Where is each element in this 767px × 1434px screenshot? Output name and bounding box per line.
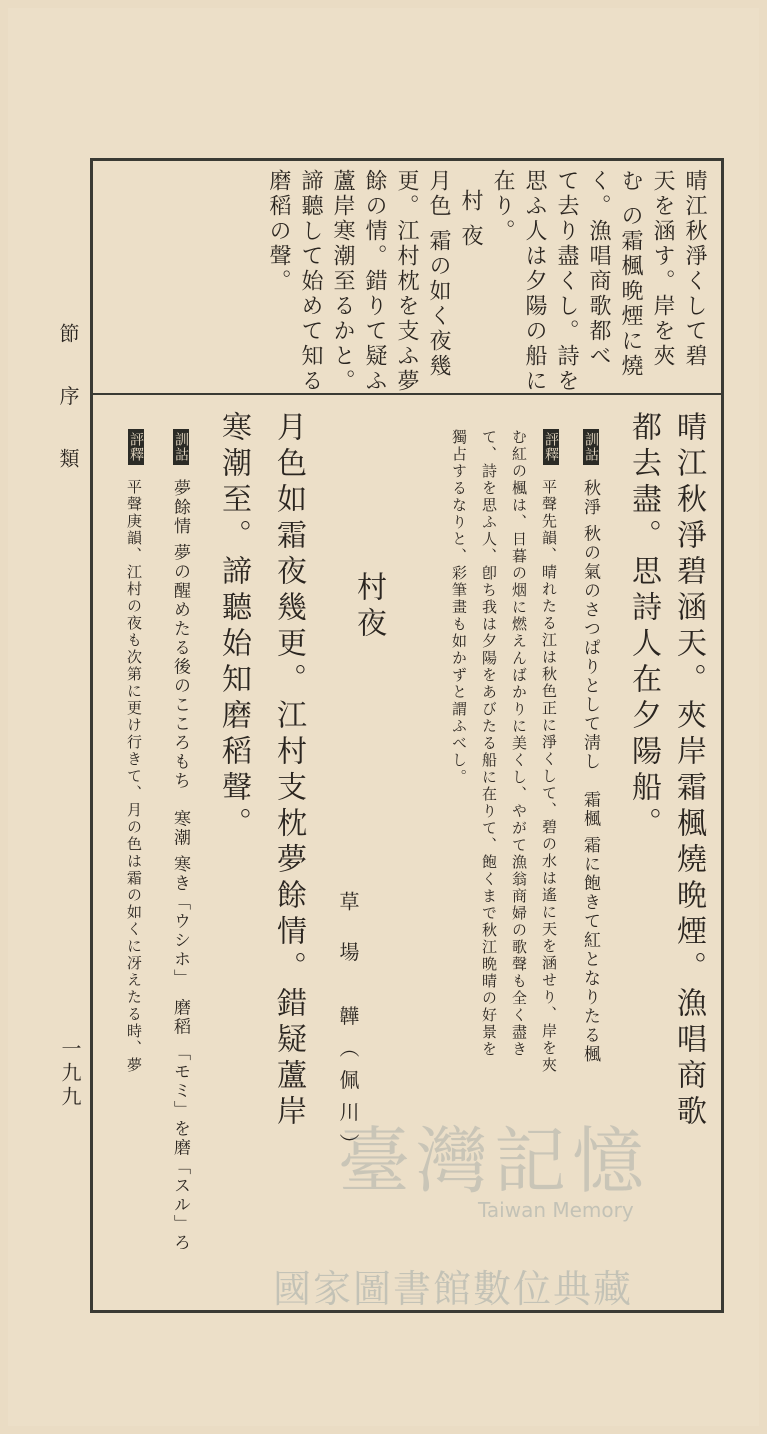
kunko-block xyxy=(173,429,189,471)
top-column: 天を涵す。岸を夾 xyxy=(650,169,675,369)
section-label: 節 序 類 xyxy=(56,323,80,486)
poem-line: 都去盡。思詩人在夕陽船。 xyxy=(626,411,661,843)
poem-line: 寒潮至。諦聽始知磨稻聲。 xyxy=(216,411,251,843)
hyoshaku-block xyxy=(128,429,144,471)
top-column: 村 夜 xyxy=(458,189,483,249)
top-column: 月色 霜の如く夜幾 xyxy=(426,169,451,379)
top-column: 磨稻の聲。 xyxy=(266,169,291,294)
top-column: て去り盡くし。詩を xyxy=(554,169,579,394)
kunko-label: 訓詁 xyxy=(583,429,599,465)
hyoshaku-line: て、詩を思ふ人、卽ち我は夕陽をあびたる船に在りて、飽くまで秋江晩晴の好景を xyxy=(480,429,498,1058)
hyoshaku-line: 平聲先韻、晴れたる江は秋色正に淨くして、碧の水は遙に天を涵せり、岸を夾 xyxy=(540,479,558,1074)
top-column: 在り。 xyxy=(490,169,515,244)
poem-line: 晴江秋淨碧涵天。夾岸霜楓燒晩煙。漁唱商歌 xyxy=(671,411,706,1131)
watermark-logo: 臺灣記憶 xyxy=(338,1119,651,1203)
hyoshaku-label: 評釋 xyxy=(128,429,144,465)
kunko-block xyxy=(583,429,599,471)
hyoshaku-block xyxy=(543,429,559,471)
top-column: 餘の情。錯りて疑ふ xyxy=(362,169,387,394)
poem-author: 草 場 韡（佩川） xyxy=(336,891,360,1166)
hyoshaku-line: 平聲庚韻、江村の夜も次第に更け行きて、月の色は霜の如くに冴えたる時、夢 xyxy=(125,479,143,1074)
watermark-subtitle: Taiwan Memory xyxy=(478,1198,634,1222)
watermark-caption: 國家圖書館數位典藏 xyxy=(273,1267,634,1311)
hyoshaku-line: む紅の楓は、日暮の烟に燃えんばかりに美くし、やがて漁翁商婦の歌聲も全く盡き xyxy=(510,429,528,1058)
top-column: 諦聽して始めて知る xyxy=(298,169,323,394)
page-number: 一九九 xyxy=(58,1038,82,1110)
top-column: む の霜楓晩煙に燒 xyxy=(618,169,643,379)
poem-line: 月色如霜夜幾更。江村支枕夢餘情。錯疑蘆岸 xyxy=(271,411,306,1131)
section-divider xyxy=(93,393,721,395)
book-page xyxy=(8,8,759,1426)
top-column: 思ふ人は夕陽の船に xyxy=(522,169,547,394)
kunko-text: 秋淨 秋の氣のさつぱりとして淸し 霜楓 霜に飽きて紅となりたる楓 xyxy=(580,479,600,1064)
top-column: く。漁唱商歌都べ xyxy=(586,169,611,369)
top-column: 晴江秋淨くして碧 xyxy=(682,169,707,369)
hyoshaku-label: 評釋 xyxy=(543,429,559,465)
top-column: 蘆岸寒潮至るかと。 xyxy=(330,169,355,394)
kunko-text: 夢餘情 夢の醒めたる後のこころもち 寒潮 寒き「ウシホ」 磨稻 「モミ」を磨「スル」ろ xyxy=(170,479,190,1253)
hyoshaku-line: 獨占するなりと、彩筆畫も如かずと謂ふべし。 xyxy=(450,429,468,786)
poem-title: 村夜 xyxy=(351,571,386,643)
kunko-label: 訓詁 xyxy=(173,429,189,465)
top-column: 更。江村枕を支ふ夢 xyxy=(394,169,419,394)
